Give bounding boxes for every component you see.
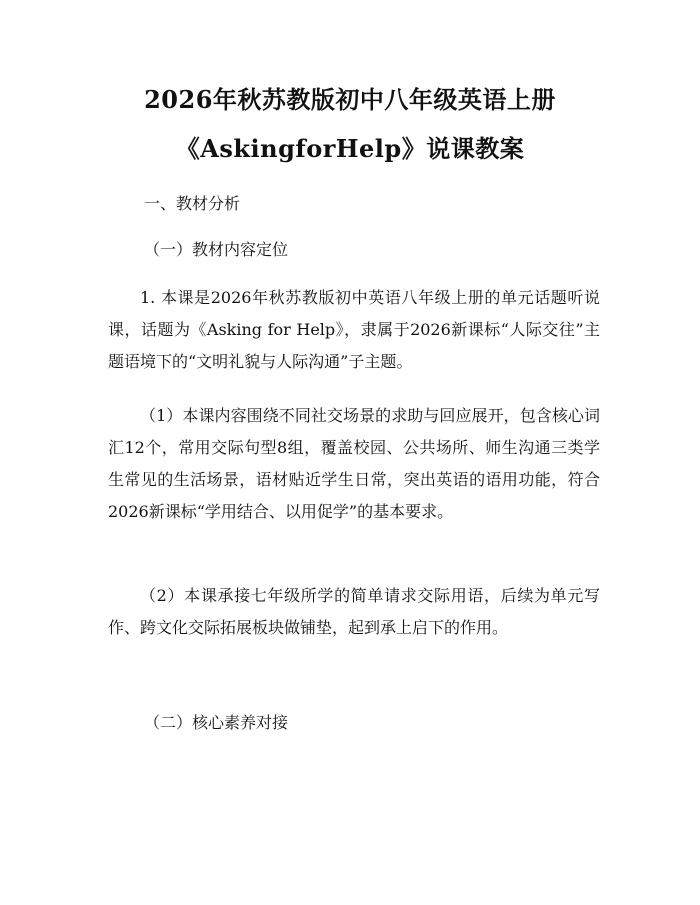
subsection-heading-content-positioning: （一）教材内容定位 <box>144 240 289 259</box>
paragraph: 1. 本课是2026年秋苏教版初中英语八年级上册的单元话题听说课，话题为《Asking for Help》，隶属于2026新课标“人际交往”主题语境下的“文明礼貌与人际沟通”子主题。 <box>108 288 600 371</box>
subsection-heading-core-competencies: （二）核心素养对接 <box>144 713 289 732</box>
document-title-line-2: 《AskingforHelp》说课教案 <box>175 134 525 163</box>
paragraph: （1）本课内容围绕不同社交场景的求助与回应展开，包含核心词汇12个，常用交际句型8组，覆盖校园、公共场所、师生沟通三类学生常见的生活场景，语材贴近学生日常，突出英语的语用功能，符合2026新课标“学用结合、以用促学”的基本要求。 <box>108 406 600 521</box>
paragraph: （2）本课承接七年级所学的简单请求交际用语，后续为单元写作、跨文化交际拓展板块做铺垫，起到承上启下的作用。 <box>108 586 600 637</box>
section-heading-textbook-analysis: 一、教材分析 <box>144 194 241 213</box>
document-title-line-1: 2026年秋苏教版初中八年级英语上册 <box>144 85 556 114</box>
